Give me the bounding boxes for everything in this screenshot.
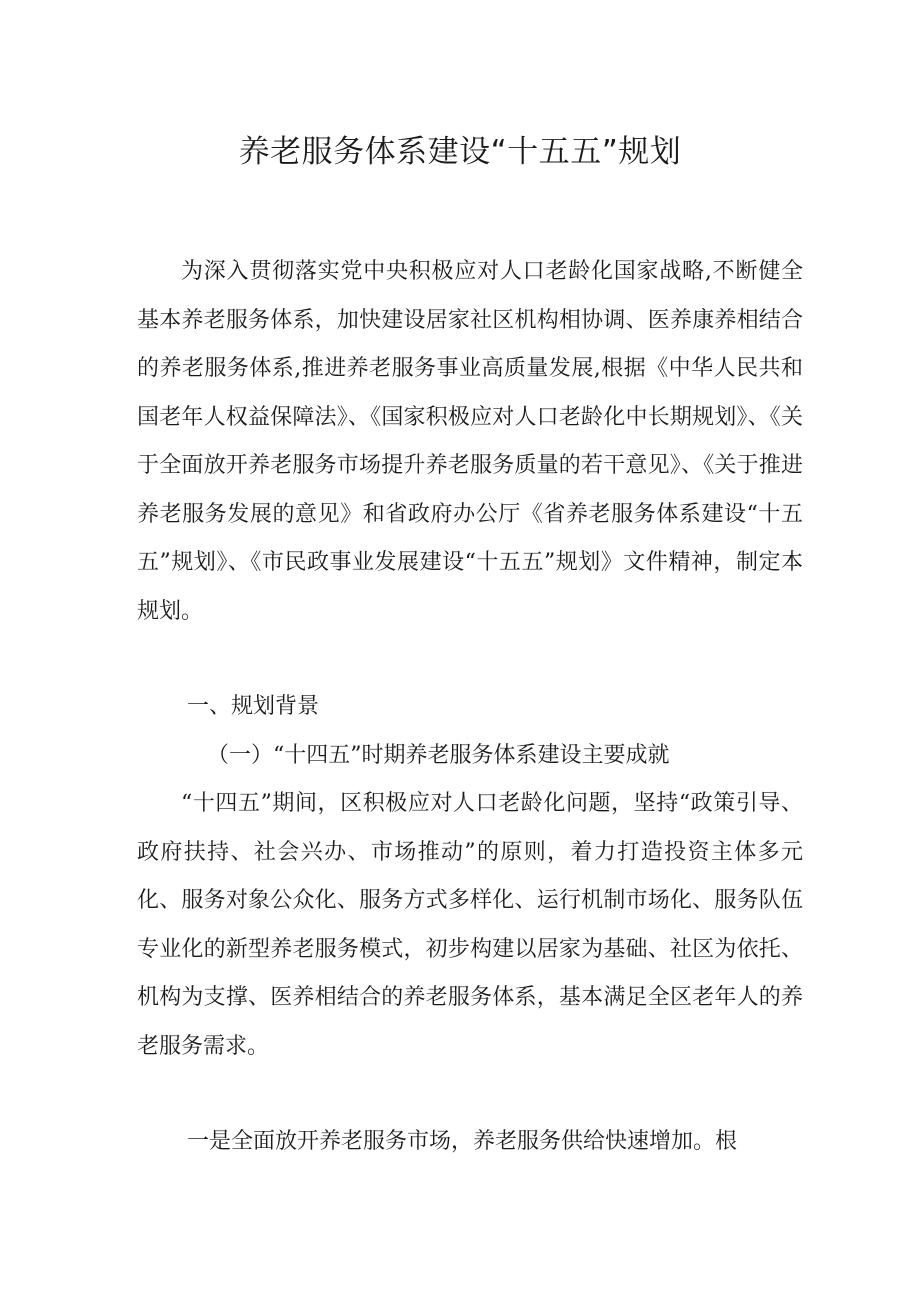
achievement-paragraph: “十四五”期间，区积极应对人口老龄化问题，坚持“政策引导、政府扶持、社会兴办、市场推动”的原则，着力打造投资主体多元化、服务对象公众化、服务方式多样化、运行机制市场化、服务队伍专业化的新型养老服务模式，初步构建以居家为基础、社区为依托、机构为支撑、医养相结合的养老服务体系，基本满足全区老年人的养老服务需求。 xyxy=(137,791,803,1059)
intro-paragraph: 为深入贯彻落实党中央积极应对人口老龄化国家战略,不断健全基本养老服务体系，加快建设居家社区机构相协调、医养康养相结合的养老服务体系,推进养老服务事业高质量发展,根据《中华人民共和国老年人权益保障法》、《国家积极应对人口老龄化中长期规划》、《关于全面放开养老服务市场提升养老服务质量的若干意见》、《关于推进养老服务发展的意见》和省政府办公厅《省养老服务体系建设“十五五”规划》、《市民政事业发展建设“十五五”规划》文件精神，制定本规划。 xyxy=(137,259,803,624)
first-point-paragraph: 一是全面放开养老服务市场，养老服务供给快速增加。根 xyxy=(187,1129,738,1154)
document-title: 养老服务体系建设“十五五”规划 xyxy=(238,134,682,170)
section-heading: 一、规划背景 xyxy=(187,694,320,719)
subsection-heading: （一）“十四五”时期养老服务体系建设主要成就 xyxy=(207,743,670,768)
